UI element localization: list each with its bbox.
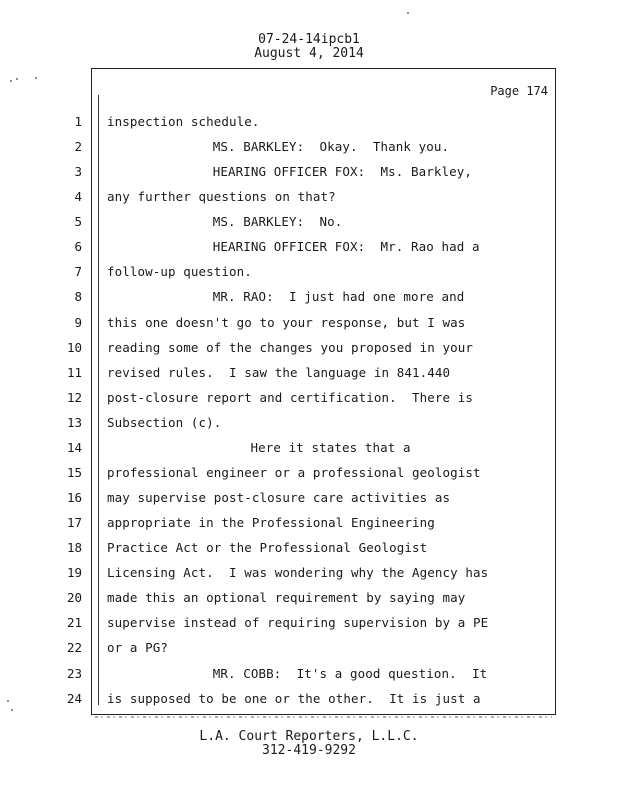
scan-speck: [11, 709, 13, 711]
transcript-line: made this an optional requirement by saying may: [107, 590, 466, 606]
transcript-line: this one doesn't go to your response, but I was: [107, 314, 466, 330]
line-number: 18: [66, 540, 82, 556]
line-number: 15: [66, 464, 82, 480]
transcript-line: professional engineer or a professional geologist: [107, 464, 481, 480]
transcript-line: Licensing Act. I was wondering why the Agency has: [107, 565, 489, 581]
line-number: 22: [66, 640, 82, 656]
line-number: 14: [66, 439, 82, 455]
transcript-line: inspection schedule.: [107, 114, 260, 129]
transcript-line: MS. BARKLEY: No.: [212, 214, 343, 230]
transcript-line: any further questions on that?: [107, 189, 336, 205]
transcript-line: revised rules. I saw the language in 841.440: [107, 364, 451, 380]
line-number: 23: [66, 665, 82, 681]
line-number: 4: [74, 189, 82, 205]
line-number: 2: [74, 139, 82, 155]
footer-reporter: L.A. Court Reporters, L.L.C.: [199, 729, 419, 744]
transcript-line: reading some of the changes you proposed in your: [107, 339, 474, 355]
document-date: August 4, 2014: [254, 46, 364, 61]
margin-rule: [98, 95, 99, 705]
scan-artifact: [95, 716, 552, 718]
line-number: 12: [66, 389, 82, 405]
transcript-line: Here it states that a: [250, 439, 411, 455]
line-number: 24: [66, 690, 82, 706]
scan-speck: [35, 77, 37, 79]
scan-speck: [7, 700, 9, 702]
line-number: 7: [74, 264, 82, 280]
transcript-line: HEARING OFFICER FOX: Mr. Rao had a: [212, 239, 480, 255]
transcript-line: MS. BARKLEY: Okay. Thank you.: [212, 139, 450, 155]
scan-speck: [407, 12, 409, 14]
line-number: 6: [74, 239, 82, 255]
page-number: Page 174: [490, 84, 548, 98]
transcript-line: Subsection (c).: [107, 414, 222, 430]
line-number: 8: [74, 289, 82, 305]
line-number: 17: [66, 515, 82, 531]
line-number: 1: [74, 114, 82, 129]
scan-speck: [10, 80, 12, 82]
transcript-line: MR. RAO: I just had one more and: [212, 289, 465, 305]
transcript-line: Practice Act or the Professional Geologist: [107, 540, 428, 556]
line-number: 9: [74, 314, 82, 330]
transcript-line: may supervise post-closure care activities as: [107, 490, 451, 506]
transcript-line: follow-up question.: [107, 264, 252, 280]
line-number: 21: [66, 615, 82, 631]
line-number: 5: [74, 214, 82, 230]
document-id: 07-24-14ipcb1: [258, 32, 360, 47]
transcript-line: HEARING OFFICER FOX: Ms. Barkley,: [212, 164, 472, 180]
transcript-line: appropriate in the Professional Engineering: [107, 515, 435, 531]
line-number: 3: [74, 164, 82, 180]
line-number: 20: [66, 590, 82, 606]
line-number: 13: [66, 414, 82, 430]
line-number: 16: [66, 490, 82, 506]
line-number: 19: [66, 565, 82, 581]
scan-speck: [16, 78, 18, 80]
transcript-line: or a PG?: [107, 640, 169, 656]
line-number: 11: [66, 364, 82, 380]
footer-phone: 312-419-9292: [262, 743, 356, 758]
transcript-line: MR. COBB: It's a good question. It: [212, 665, 488, 681]
transcript-line: post-closure report and certification. There is: [107, 389, 474, 405]
line-number: 10: [66, 339, 82, 355]
transcript-line: supervise instead of requiring supervision by a PE: [107, 615, 489, 631]
transcript-line: is supposed to be one or the other. It is just a: [107, 690, 481, 706]
